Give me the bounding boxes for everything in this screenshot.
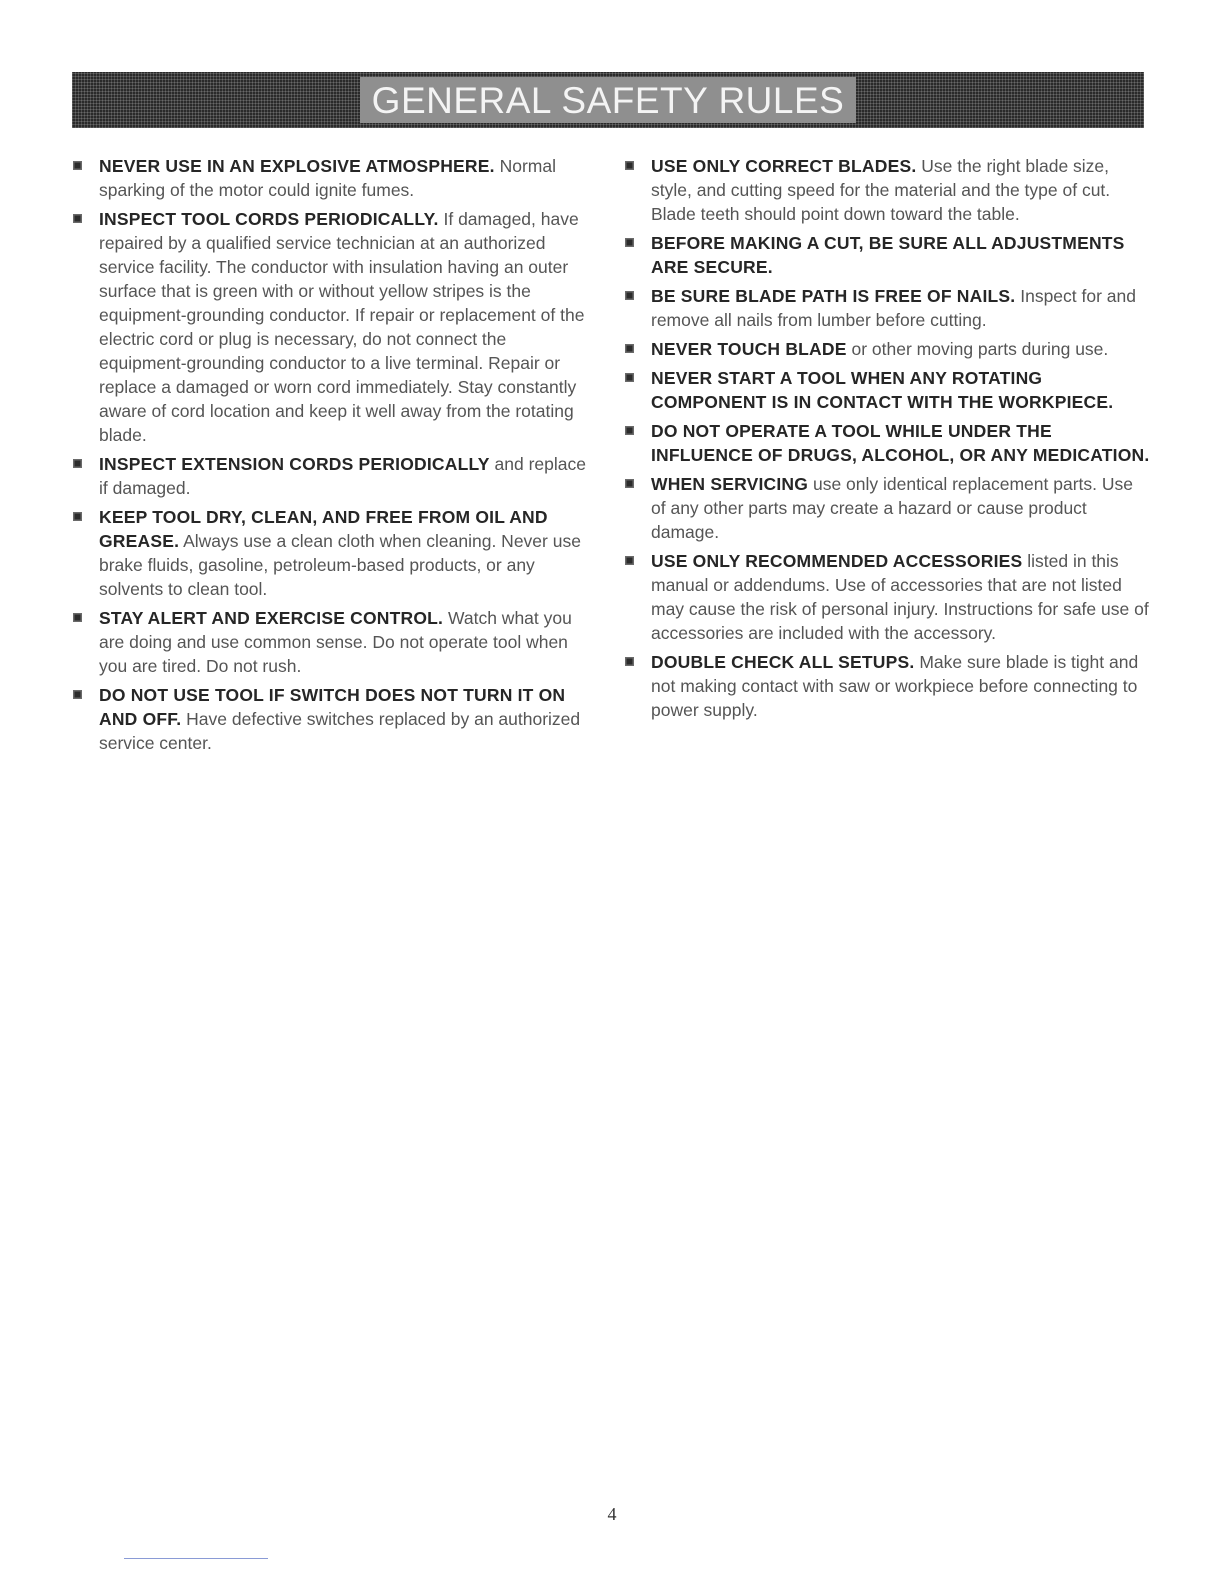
rule-heading: NEVER TOUCH BLADE <box>651 339 847 359</box>
rule-text: or other moving parts during use. <box>851 339 1109 359</box>
square-bullet-icon <box>625 238 634 247</box>
rule-heading: WHEN SERVICING <box>651 474 809 494</box>
page-title: GENERAL SAFETY RULES <box>360 77 857 123</box>
square-bullet-icon <box>625 373 634 382</box>
safety-rule <box>70 505 592 601</box>
rule-heading: KEEP TOOL DRY, CLEAN, AND FREE FROM OIL AND GREASE. <box>99 507 548 551</box>
safety-rule <box>622 472 1150 544</box>
left-column <box>70 154 592 760</box>
section-banner <box>72 72 1144 128</box>
square-bullet-icon <box>625 556 634 565</box>
rule-text: Use the right blade size, style, and cutting speed for the material and the type of cut. Blade teeth should point down toward the table. <box>651 156 1111 224</box>
square-bullet-icon <box>73 613 82 622</box>
rule-heading: STAY ALERT AND EXERCISE CONTROL. <box>99 608 444 628</box>
safety-rule <box>622 419 1150 467</box>
rule-heading: NEVER START A TOOL WHEN ANY ROTATING COMPONENT IS IN CONTACT WITH THE WORKPIECE. <box>651 368 1114 412</box>
rule-text: Have defective switches replaced by an authorized service center. <box>99 709 581 753</box>
square-bullet-icon <box>625 161 634 170</box>
safety-rule <box>70 207 592 447</box>
right-column <box>622 154 1150 727</box>
rule-heading: DOUBLE CHECK ALL SETUPS. <box>651 652 915 672</box>
rule-heading: USE ONLY CORRECT BLADES. <box>651 156 917 176</box>
safety-rule <box>622 284 1150 332</box>
safety-rule <box>70 452 592 500</box>
safety-rule <box>70 683 592 755</box>
rule-text: use only identical replacement parts. Use of any other parts may create a hazard or cause product damage. <box>651 474 1133 542</box>
rule-heading: DO NOT OPERATE A TOOL WHILE UNDER THE INFLUENCE OF DRUGS, ALCOHOL, OR ANY MEDICATION. <box>651 421 1150 465</box>
square-bullet-icon <box>73 690 82 699</box>
safety-rule <box>622 231 1150 279</box>
rule-text: If damaged, have repaired by a qualified service technician at an authorized service facility. The conductor with insulation having an outer surface that is green with or without yellow stripes is the equipment-grounding conductor. If repair or replacement of the electric cord or plug is necessary, do not connect the equipment-grounding conductor to a live terminal. Repair or replace a damaged or worn cord immediately. Stay constantly aware of cord location and keep it well away from the rotating blade. <box>99 209 585 445</box>
rule-text: listed in this manual or addendums. Use of accessories that are not listed may cause the risk of personal injury. Instructions for safe use of accessories are included with the accessory. <box>651 551 1149 643</box>
safety-rule <box>70 606 592 678</box>
safety-rule <box>622 154 1150 226</box>
rule-heading: BEFORE MAKING A CUT, BE SURE ALL ADJUSTMENTS ARE SECURE. <box>651 233 1125 277</box>
square-bullet-icon <box>73 459 82 468</box>
square-bullet-icon <box>625 344 634 353</box>
rule-heading: NEVER USE IN AN EXPLOSIVE ATMOSPHERE. <box>99 156 495 176</box>
rule-heading: DO NOT USE TOOL IF SWITCH DOES NOT TURN IT ON AND OFF. <box>99 685 566 729</box>
rule-heading: INSPECT TOOL CORDS PERIODICALLY. <box>99 209 439 229</box>
rule-heading: INSPECT EXTENSION CORDS PERIODICALLY <box>99 454 490 474</box>
safety-rule <box>622 337 1150 361</box>
square-bullet-icon <box>73 214 82 223</box>
rule-text: Always use a clean cloth when cleaning. Never use brake fluids, gasoline, petroleum-based products, or any solvents to clean tool. <box>99 531 581 599</box>
square-bullet-icon <box>73 512 82 521</box>
rule-text: Make sure blade is tight and not making contact with saw or workpiece before connecting to power supply. <box>651 652 1139 720</box>
square-bullet-icon <box>625 479 634 488</box>
safety-rule <box>622 650 1150 722</box>
rule-text: Watch what you are doing and use common sense. Do not operate tool when you are tired. Do not rush. <box>99 608 572 676</box>
rule-text: and replace if damaged. <box>99 454 586 498</box>
square-bullet-icon <box>625 657 634 666</box>
rule-text: Inspect for and remove all nails from lumber before cutting. <box>651 286 1137 330</box>
safety-rule <box>622 549 1150 645</box>
footer-divider <box>124 1558 268 1559</box>
safety-rule <box>622 366 1150 414</box>
square-bullet-icon <box>73 161 82 170</box>
page-number: 4 <box>607 1504 617 1524</box>
safety-rule <box>70 154 592 202</box>
square-bullet-icon <box>625 291 634 300</box>
square-bullet-icon <box>625 426 634 435</box>
rule-text: Normal sparking of the motor could ignite fumes. <box>99 156 556 200</box>
rule-heading: BE SURE BLADE PATH IS FREE OF NAILS. <box>651 286 1016 306</box>
rule-heading: USE ONLY RECOMMENDED ACCESSORIES <box>651 551 1023 571</box>
